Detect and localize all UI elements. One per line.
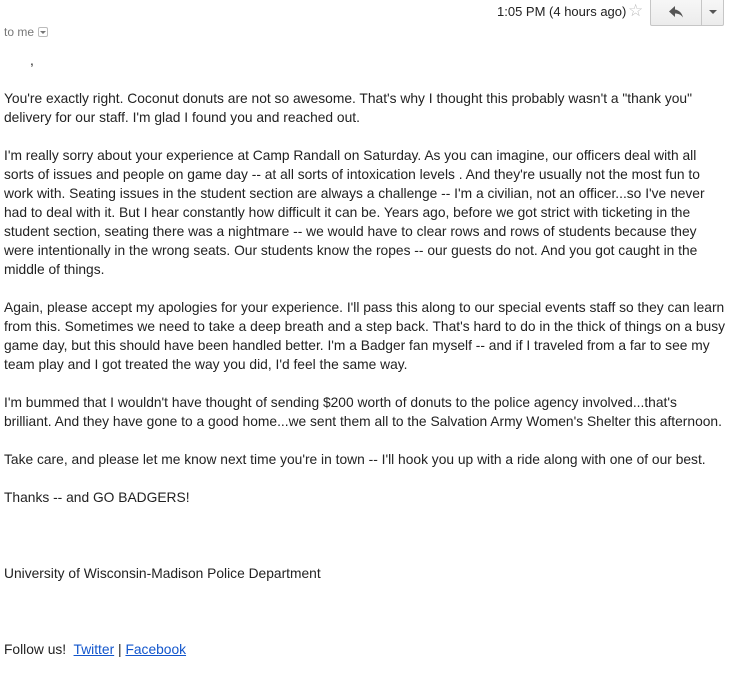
message-header bbox=[0, 0, 730, 44]
follow-us-label: Follow us! bbox=[4, 642, 67, 657]
signature: University of Wisconsin-Madison Police Department bbox=[4, 566, 321, 581]
closing-line: Thanks -- and GO BADGERS! bbox=[4, 490, 190, 505]
recipient-details-toggle[interactable] bbox=[38, 27, 48, 37]
link-separator: | bbox=[118, 642, 122, 657]
follow-us-line bbox=[4, 640, 726, 659]
star-icon[interactable]: ☆ bbox=[628, 1, 644, 20]
reply-arrow-icon bbox=[668, 5, 684, 19]
facebook-link[interactable]: Facebook bbox=[125, 642, 187, 657]
recipient-label: to me bbox=[4, 25, 35, 39]
paragraph: Again, please accept my apologies for your experience. I'll pass this along to our special events staff so they can learn from this. Sometimes we need to take a deep breath and a step back. That's hard to do in the thick of things on a busy game day, but this should have been handled better. I'm a Badger fan myself -- and if I traveled from a far to see my team play and I got treated the way you did, I'd feel the same way. bbox=[4, 300, 726, 372]
more-actions-button[interactable] bbox=[702, 0, 723, 25]
reply-button-group bbox=[650, 0, 724, 26]
chevron-down-icon bbox=[40, 31, 46, 34]
chevron-down-icon bbox=[709, 10, 717, 14]
twitter-link[interactable]: Twitter bbox=[73, 642, 115, 657]
message-body bbox=[4, 51, 726, 659]
recipient-line bbox=[4, 25, 48, 39]
reply-button[interactable] bbox=[651, 0, 702, 25]
paragraph: I'm bummed that I wouldn't have thought of sending $200 worth of donuts to the police agency involved...that's brilliant. And they have gone to a good home...we sent them all to the Salvation Army Women's Shelter this afternoon. bbox=[4, 395, 722, 429]
paragraph: You're exactly right. Coconut donuts are not so awesome. That's why I thought this probably wasn't a "thank you" delivery for our staff. I'm glad I found you and reached out. bbox=[4, 91, 693, 125]
salutation: , bbox=[30, 53, 34, 68]
paragraph: I'm really sorry about your experience at Camp Randall on Saturday. As you can imagine, our officers deal with all sorts of issues and people on game day -- at all sorts of intoxication levels . And they're usually not the most fun to work with. Seating issues in the student section are always a challenge -- I'm a civilian, not an officer...so I've never had to deal with it. But I hear constantly how difficult it can be. Years ago, before we got strict with ticketing in the student section, seating there was a nightmare -- we would have to clear rows and rows of students because they were intentionally in the wrong seats. Our students know the ropes -- our guests do not. And you got caught in the middle of things. bbox=[4, 148, 705, 277]
message-timestamp: 1:05 PM (4 hours ago) bbox=[497, 4, 627, 19]
paragraph: Take care, and please let me know next time you're in town -- I'll hook you up with a ride along with one of our best. bbox=[4, 452, 706, 467]
